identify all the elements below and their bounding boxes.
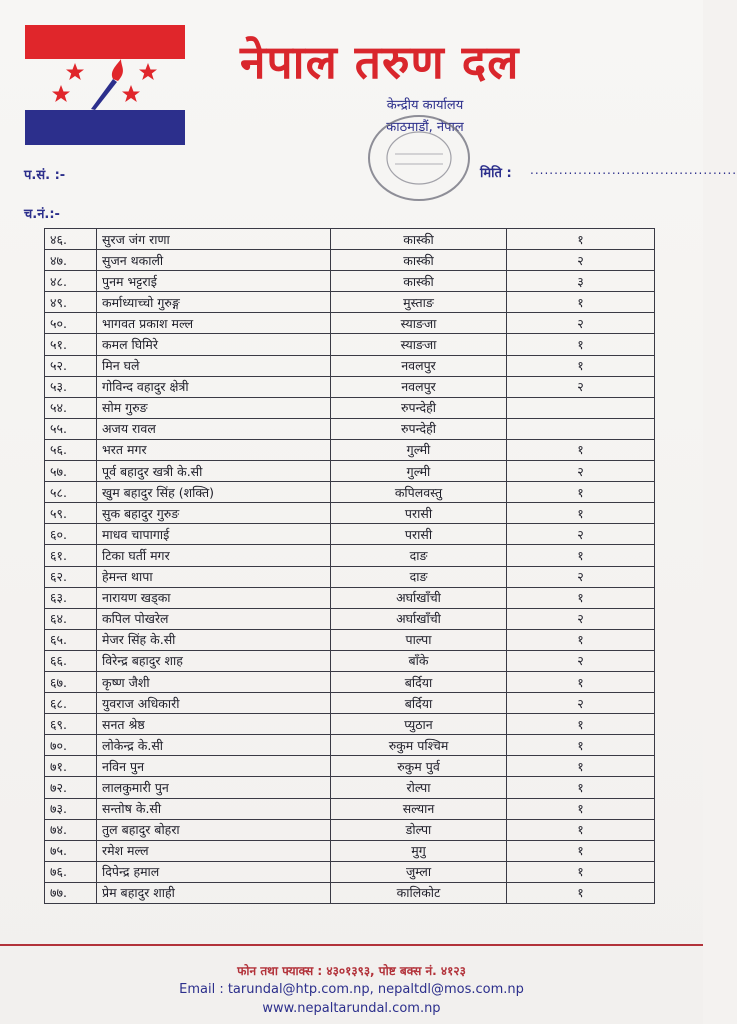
member-name-cell: सनत श्रेष्ठ <box>97 714 331 735</box>
district-cell: परासी <box>331 524 507 545</box>
serial-number-cell: ५८. <box>45 482 97 503</box>
count-cell: २ <box>507 693 655 714</box>
member-name-cell: सोम गुरुङ <box>97 397 331 418</box>
party-flag-logo <box>25 25 185 145</box>
table-row <box>45 376 655 397</box>
table-row <box>45 250 655 271</box>
district-cell: सल्यान <box>331 798 507 819</box>
serial-number-cell: ६८. <box>45 693 97 714</box>
count-cell: २ <box>507 461 655 482</box>
member-name-cell: तुल बहादुर बोहरा <box>97 819 331 840</box>
member-name-cell: कमल घिमिरे <box>97 334 331 355</box>
district-cell: बर्दिया <box>331 671 507 692</box>
table-row <box>45 334 655 355</box>
member-name-cell: विरेन्द्र बहादुर शाह <box>97 650 331 671</box>
count-cell: २ <box>507 608 655 629</box>
serial-number-cell: ६०. <box>45 524 97 545</box>
footer-email: Email : tarundal@htp.com.np, nepaltdl@mos.com.np <box>179 982 524 997</box>
count-cell: १ <box>507 798 655 819</box>
district-cell: रुकुम पश्चिम <box>331 735 507 756</box>
count-cell: २ <box>507 566 655 587</box>
table-row <box>45 671 655 692</box>
serial-number-cell: ७४. <box>45 819 97 840</box>
serial-number-cell: ५०. <box>45 313 97 334</box>
serial-number-cell: ५१. <box>45 334 97 355</box>
district-cell: कालिकोट <box>331 882 507 903</box>
serial-number-cell: ६४. <box>45 608 97 629</box>
member-name-cell: पुनम भट्टराई <box>97 271 331 292</box>
member-name-cell: मिन घले <box>97 355 331 376</box>
member-name-cell: सन्तोष के.सी <box>97 798 331 819</box>
member-name-cell: कपिल पोखरेल <box>97 608 331 629</box>
table-row <box>45 292 655 313</box>
member-name-cell: टिका घर्ती मगर <box>97 545 331 566</box>
member-name-cell: नारायण खड्का <box>97 587 331 608</box>
count-cell: १ <box>507 292 655 313</box>
table-row <box>45 545 655 566</box>
count-cell: १ <box>507 882 655 903</box>
serial-number-cell: ४९. <box>45 292 97 313</box>
count-cell: १ <box>507 777 655 798</box>
date-fill-line: ........................................... <box>530 163 737 177</box>
member-name-cell: प्रेम बहादुर शाही <box>97 882 331 903</box>
member-name-cell: माधव चापागाई <box>97 524 331 545</box>
member-name-cell: अजय रावल <box>97 418 331 439</box>
serial-number-cell: ६३. <box>45 587 97 608</box>
serial-number-cell: ७७. <box>45 882 97 903</box>
serial-number-cell: ४६. <box>45 229 97 250</box>
count-cell: १ <box>507 861 655 882</box>
table-row <box>45 693 655 714</box>
table-row <box>45 418 655 439</box>
count-cell: १ <box>507 229 655 250</box>
star-icon <box>52 85 70 102</box>
member-name-cell: हेमन्त थापा <box>97 566 331 587</box>
count-cell: १ <box>507 819 655 840</box>
torch-icon <box>91 79 117 110</box>
dispatch-number-label: च.नं.:- <box>24 207 60 222</box>
table-row <box>45 482 655 503</box>
district-cell: दाङ <box>331 545 507 566</box>
member-name-cell: लालकुमारी पुन <box>97 777 331 798</box>
district-cell: रुपन्देही <box>331 418 507 439</box>
table-row <box>45 461 655 482</box>
count-cell: २ <box>507 376 655 397</box>
count-cell <box>507 397 655 418</box>
district-cell: बाँके <box>331 650 507 671</box>
district-cell: प्युठान <box>331 714 507 735</box>
count-cell: १ <box>507 671 655 692</box>
table-row <box>45 777 655 798</box>
count-cell <box>507 418 655 439</box>
serial-number-cell: ७१. <box>45 756 97 777</box>
office-line-2: काठमाडौं, नेपाल <box>386 120 464 135</box>
office-line-1: केन्द्रीय कार्यालय <box>386 98 464 113</box>
count-cell: २ <box>507 650 655 671</box>
table-row <box>45 735 655 756</box>
table-row <box>45 840 655 861</box>
serial-number-cell: ७२. <box>45 777 97 798</box>
star-icon <box>66 63 84 80</box>
table-row <box>45 397 655 418</box>
member-name-cell: दिपेन्द्र हमाल <box>97 861 331 882</box>
district-cell: मुस्ताङ <box>331 292 507 313</box>
serial-number-cell: ५९. <box>45 503 97 524</box>
count-cell: १ <box>507 545 655 566</box>
count-cell: २ <box>507 313 655 334</box>
serial-number-cell: ६२. <box>45 566 97 587</box>
star-icon <box>122 85 140 102</box>
district-cell: अर्घाखाँची <box>331 608 507 629</box>
member-name-cell: लोकेन्द्र के.सी <box>97 735 331 756</box>
serial-number-cell: ६७. <box>45 671 97 692</box>
footer-website: www.nepaltarundal.com.np <box>262 1001 441 1016</box>
table-row <box>45 524 655 545</box>
district-cell: रुपन्देही <box>331 397 507 418</box>
count-cell: १ <box>507 840 655 861</box>
serial-number-cell: ७६. <box>45 861 97 882</box>
district-cell: स्याङजा <box>331 334 507 355</box>
member-name-cell: भागवत प्रकाश मल्ल <box>97 313 331 334</box>
district-cell: अर्घाखाँची <box>331 587 507 608</box>
table-row <box>45 650 655 671</box>
district-cell: नवलपुर <box>331 355 507 376</box>
member-name-cell: सुरज जंग राणा <box>97 229 331 250</box>
table-row <box>45 819 655 840</box>
member-name-cell: नविन पुन <box>97 756 331 777</box>
district-cell: जुम्ला <box>331 861 507 882</box>
district-cell: रुकुम पुर्व <box>331 756 507 777</box>
footer-divider <box>0 944 703 946</box>
serial-number-cell: ५३. <box>45 376 97 397</box>
district-cell: परासी <box>331 503 507 524</box>
member-roster-table <box>44 228 655 904</box>
district-cell: गुल्मी <box>331 439 507 460</box>
serial-number-cell: ४८. <box>45 271 97 292</box>
count-cell: १ <box>507 334 655 355</box>
serial-number-cell: ६९. <box>45 714 97 735</box>
serial-number-cell: ५५. <box>45 418 97 439</box>
count-cell: २ <box>507 250 655 271</box>
member-name-cell: गोविन्द वहादुर क्षेत्री <box>97 376 331 397</box>
member-name-cell: रमेश मल्ल <box>97 840 331 861</box>
table-row <box>45 503 655 524</box>
member-name-cell: भरत मगर <box>97 439 331 460</box>
member-name-cell: कृष्ण जैशी <box>97 671 331 692</box>
table-row <box>45 439 655 460</box>
count-cell: ३ <box>507 271 655 292</box>
star-icon <box>139 63 157 80</box>
table-row <box>45 861 655 882</box>
date-label: मिति : <box>480 166 512 181</box>
table-row <box>45 608 655 629</box>
district-cell: नवलपुर <box>331 376 507 397</box>
table-row <box>45 798 655 819</box>
count-cell: १ <box>507 503 655 524</box>
district-cell: डोल्पा <box>331 819 507 840</box>
flag-blue-stripe <box>25 110 185 145</box>
table-row <box>45 566 655 587</box>
member-name-cell: सुजन थकाली <box>97 250 331 271</box>
member-name-cell: सुक बहादुर गुरुङ <box>97 503 331 524</box>
table-row <box>45 882 655 903</box>
table-row <box>45 714 655 735</box>
member-name-cell: कर्माध्याच्चो गुरुङ्ग <box>97 292 331 313</box>
flag-red-stripe <box>25 25 185 59</box>
roster-body <box>45 229 655 904</box>
district-cell: कपिलवस्तु <box>331 482 507 503</box>
count-cell: १ <box>507 355 655 376</box>
district-cell: दाङ <box>331 566 507 587</box>
table-row <box>45 313 655 334</box>
torch-stars-emblem <box>25 59 185 110</box>
serial-number-cell: ४७. <box>45 250 97 271</box>
count-cell: १ <box>507 439 655 460</box>
serial-number-cell: ६६. <box>45 650 97 671</box>
serial-number-cell: ७०. <box>45 735 97 756</box>
district-cell: कास्की <box>331 250 507 271</box>
serial-number-cell: ५२. <box>45 355 97 376</box>
table-row <box>45 271 655 292</box>
serial-number-cell: ७३. <box>45 798 97 819</box>
office-seal-stamp <box>365 112 473 204</box>
member-name-cell: मेजर सिंह के.सी <box>97 629 331 650</box>
district-cell: मुगु <box>331 840 507 861</box>
count-cell: १ <box>507 735 655 756</box>
member-name-cell: खुम बहादुर सिंह (शक्ति) <box>97 482 331 503</box>
serial-number-cell: ५४. <box>45 397 97 418</box>
count-cell: १ <box>507 587 655 608</box>
table-row <box>45 587 655 608</box>
torch-flame-icon <box>112 59 123 81</box>
table-row <box>45 756 655 777</box>
serial-number-cell: ५७. <box>45 461 97 482</box>
district-cell: कास्की <box>331 229 507 250</box>
serial-number-cell: ६१. <box>45 545 97 566</box>
count-cell: १ <box>507 629 655 650</box>
party-name-title: नेपाल तरुण दल <box>240 35 520 89</box>
serial-number-cell: ५६. <box>45 439 97 460</box>
member-name-cell: पूर्व बहादुर खत्री के.सी <box>97 461 331 482</box>
count-cell: २ <box>507 524 655 545</box>
count-cell: १ <box>507 482 655 503</box>
district-cell: रोल्पा <box>331 777 507 798</box>
district-cell: पाल्पा <box>331 629 507 650</box>
table-row <box>45 629 655 650</box>
serial-number-cell: ६५. <box>45 629 97 650</box>
reference-number-label: प.सं. :- <box>24 168 66 183</box>
serial-number-cell: ७५. <box>45 840 97 861</box>
footer-phone-fax: फोन तथा फ्याक्स : ४३०१३९३, पोष्ट बक्स नं. ४१२३ <box>237 964 466 978</box>
count-cell: १ <box>507 756 655 777</box>
table-row <box>45 229 655 250</box>
district-cell: बर्दिया <box>331 693 507 714</box>
member-name-cell: युवराज अधिकारी <box>97 693 331 714</box>
table-row <box>45 355 655 376</box>
district-cell: स्याङजा <box>331 313 507 334</box>
district-cell: कास्की <box>331 271 507 292</box>
count-cell: १ <box>507 714 655 735</box>
district-cell: गुल्मी <box>331 461 507 482</box>
